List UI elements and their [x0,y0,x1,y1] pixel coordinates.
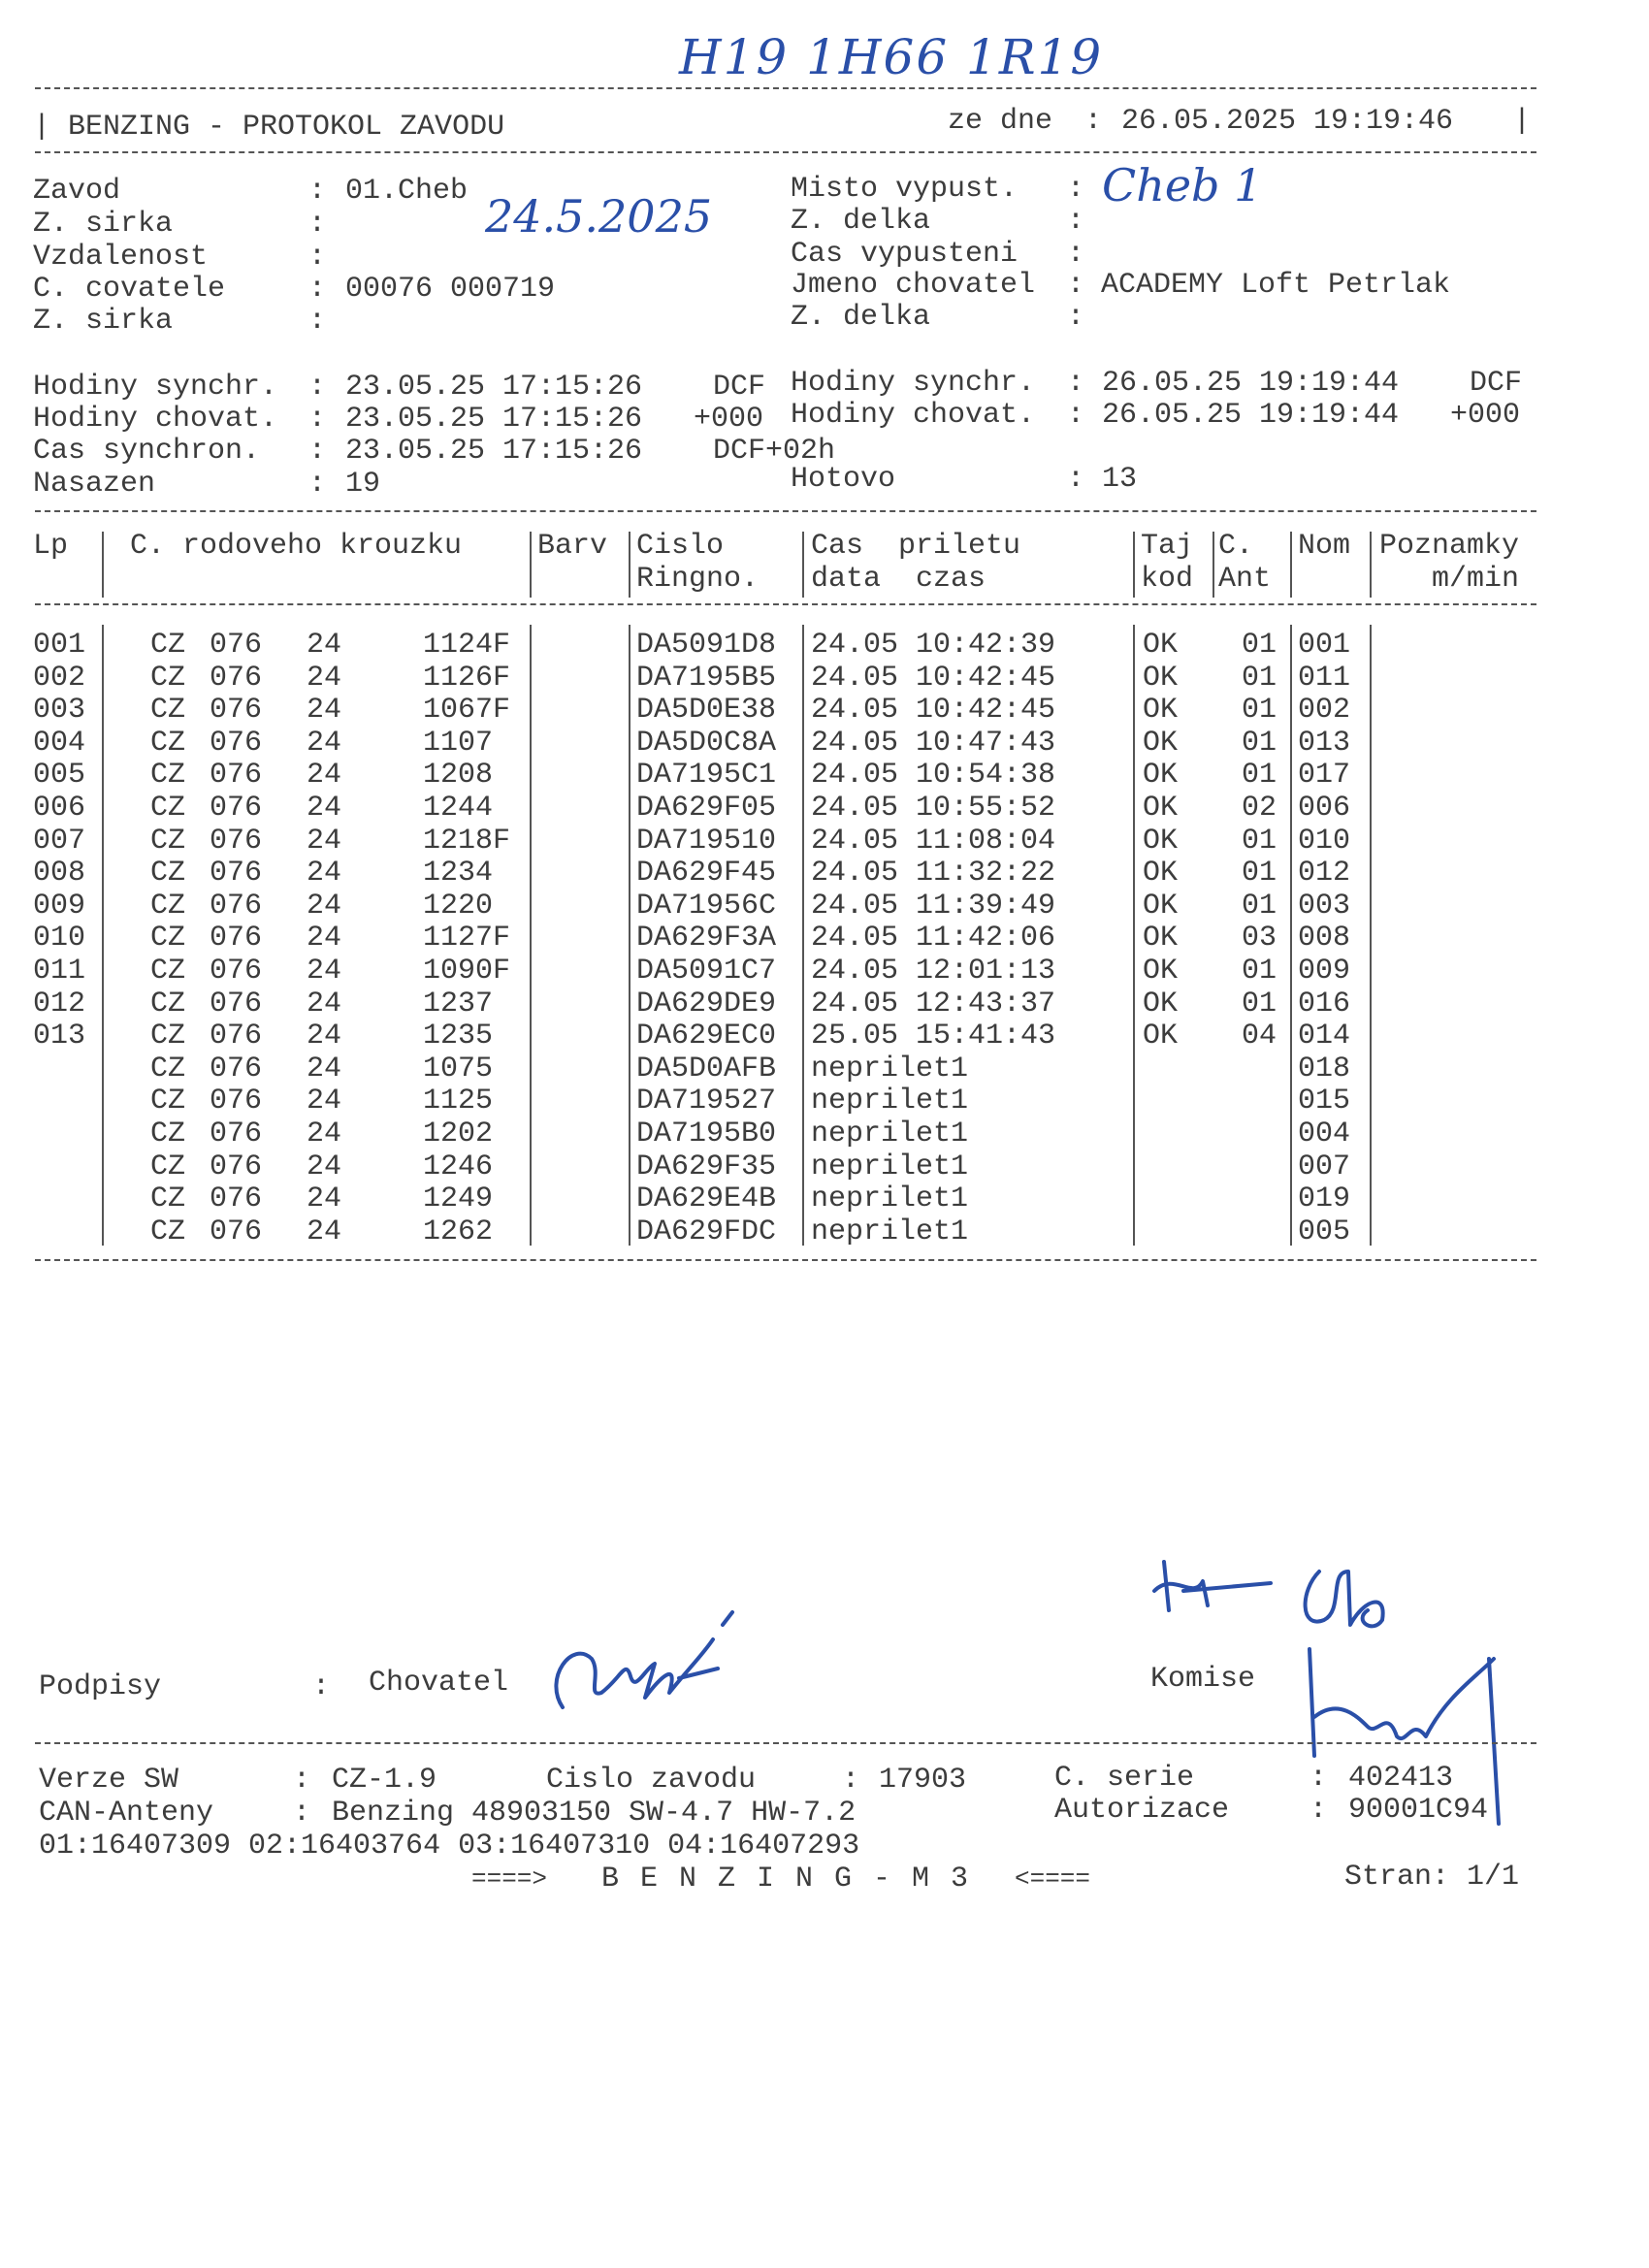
cell-nom: 014 [1298,1020,1351,1053]
col-header-barv: Barv [537,530,608,563]
cell-num: 1107 [423,726,494,760]
auth-colon: : [1310,1794,1328,1827]
cislo-colon: : [842,1764,860,1797]
cell-chip: DA5091C7 [636,955,777,988]
col-sep [1133,625,1135,1246]
cell-lp: 006 [33,792,86,825]
cell-code: 076 [210,922,263,956]
cell-cz: CZ [150,857,186,891]
cell-chip: DA71956C [636,889,777,923]
cell-taj: OK [1143,889,1179,923]
sync-label: Nasazen [33,468,156,501]
sync-colon: : [308,468,327,501]
cell-ant: 01 [1242,955,1277,988]
cell-taj: OK [1143,987,1179,1021]
auth-value: 90001C94 [1348,1794,1489,1827]
cell-chip: DA629DE9 [636,987,777,1021]
info-label: Misto vypust. [791,173,1018,206]
serie-colon: : [1310,1762,1328,1795]
breeder-label: Chovatel [369,1667,509,1700]
cell-cz: CZ [150,955,186,988]
cell-nom: 019 [1298,1183,1351,1216]
cell-ant: 01 [1242,759,1277,793]
cell-year: 24 [307,792,342,825]
cell-year: 24 [307,1020,342,1053]
cell-code: 076 [210,759,263,793]
col-sep [1290,532,1292,598]
cell-nom: 016 [1298,987,1351,1021]
info-colon: : [308,175,327,208]
cell-num: 1262 [423,1215,494,1248]
serie-label: C. serie [1054,1762,1195,1795]
cell-year: 24 [307,1118,342,1150]
cislo-label: Cislo zavodu [546,1764,757,1797]
cell-lp: 002 [33,661,86,695]
cell-lp: 003 [33,694,86,728]
table-bottom-rule [35,1259,1536,1261]
info-label: Z. delka [791,301,931,334]
cell-code: 076 [210,694,263,728]
verze-label: Verze SW [39,1764,179,1797]
col-header-time: Cas priletu data czas [811,530,1021,596]
antenna-list: 01:16407309 02:16403764 03:16407310 04:16407293 [39,1830,860,1863]
cell-chip: DA719527 [636,1085,777,1118]
cell-time: 24.05 10:47:43 [811,726,1056,760]
cell-time: neprilet1 [811,1052,969,1085]
cell-cz: CZ [150,922,186,956]
cell-ant: 01 [1242,824,1277,858]
col-header-ant: C. Ant [1218,530,1272,596]
cell-chip: DA629F35 [636,1150,777,1183]
sync-colon: : [1067,463,1085,496]
info-value: ACADEMY Loft Petrlak [1101,269,1451,302]
cell-year: 24 [307,759,342,793]
cell-cz: CZ [150,1020,186,1053]
info-value: 00076 000719 [345,273,556,306]
verze-value: CZ-1.9 [332,1764,437,1797]
breeder-signature [534,1601,747,1727]
cell-num: 1244 [423,792,494,825]
cell-taj: OK [1143,629,1179,662]
cell-ant: 01 [1242,726,1277,760]
cell-year: 24 [307,922,342,956]
cell-nom: 013 [1298,726,1351,760]
cell-cz: CZ [150,987,186,1021]
cell-nom: 015 [1298,1085,1351,1118]
sync-suffix: DCF [1470,367,1523,400]
cell-cz: CZ [150,792,186,825]
cell-code: 076 [210,1150,263,1183]
cell-chip: DA7195B0 [636,1118,777,1150]
cell-code: 076 [210,661,263,695]
cell-year: 24 [307,1183,342,1216]
header-top-rule [35,87,1536,89]
cell-chip: DA7195B5 [636,661,777,695]
cell-cz: CZ [150,661,186,695]
info-colon: : [308,305,327,338]
info-value: 01.Cheb [345,175,469,208]
cell-lp: 001 [33,629,86,662]
sync-value: 13 [1102,463,1138,496]
handwritten-place: Cheb 1 [1102,159,1263,211]
cell-taj: OK [1143,1020,1179,1053]
cell-time: 24.05 10:42:45 [811,661,1056,695]
cell-nom: 012 [1298,857,1351,891]
cell-nom: 002 [1298,694,1351,728]
cell-code: 076 [210,824,263,858]
cell-nom: 004 [1298,1118,1351,1150]
sync-label: Hotovo [791,463,896,496]
sync-colon: : [1067,399,1085,432]
cell-code: 076 [210,1118,263,1150]
cell-cz: CZ [150,1052,186,1085]
can-value: Benzing 48903150 SW-4.7 HW-7.2 [332,1797,857,1830]
commission-signature-1 [1145,1552,1280,1630]
cell-chip: DA5D0AFB [636,1052,777,1085]
banner-left: ====> [471,1864,548,1894]
page-info: Stran: 1/1 [1344,1861,1520,1894]
sync-label: Cas synchron. [33,435,261,468]
info-label: Jmeno chovatel [791,269,1036,302]
sync-colon: : [308,371,327,404]
info-colon: : [1067,205,1085,238]
cell-taj: OK [1143,857,1179,891]
col-header-lp: Lp [33,530,69,563]
cell-cz: CZ [150,1085,186,1118]
cell-ant: 04 [1242,1020,1277,1053]
col-sep [629,532,630,598]
cell-num: 1246 [423,1150,494,1183]
can-colon: : [293,1797,311,1830]
cell-year: 24 [307,955,342,988]
sync-label: Hodiny chovat. [33,403,278,436]
col-sep [629,625,630,1246]
sync-value: 26.05.25 19:19:44 [1102,367,1400,400]
col-sep [802,625,804,1246]
info-colon: : [308,208,327,241]
cell-code: 076 [210,1183,263,1216]
cell-taj: OK [1143,759,1179,793]
col-header-ring: C. rodoveho krouzku [130,530,463,563]
cell-lp: 004 [33,726,86,760]
info-colon: : [308,273,327,306]
cell-nom: 017 [1298,759,1351,793]
table-header-rule [35,603,1536,605]
col-sep [1370,532,1372,598]
cell-taj: OK [1143,792,1179,825]
signatures-colon: : [312,1670,331,1703]
info-label: Z. delka [791,205,931,238]
cell-num: 1067F [423,694,511,728]
can-label: CAN-Anteny [39,1797,214,1830]
cell-code: 076 [210,1215,263,1248]
cell-cz: CZ [150,1183,186,1216]
cell-num: 1220 [423,889,494,923]
sync-colon: : [308,435,327,468]
cell-code: 076 [210,987,263,1021]
cell-lp: 008 [33,857,86,891]
header-date-value: 26.05.2025 19:19:46 [1121,105,1454,138]
cell-chip: DA629F3A [636,922,777,956]
cell-chip: DA629F05 [636,792,777,825]
col-sep [1133,532,1135,598]
cell-year: 24 [307,889,342,923]
sync-suffix: +000 [694,403,764,436]
cell-num: 1075 [423,1052,494,1085]
cell-nom: 010 [1298,824,1351,858]
cell-chip: DA5091D8 [636,629,777,662]
banner-text: BENZING-M3 [601,1863,990,1895]
sync-value: 23.05.25 17:15:26 [345,403,643,436]
cell-code: 076 [210,792,263,825]
cell-lp: 005 [33,759,86,793]
verze-colon: : [293,1764,311,1797]
cell-num: 1126F [423,661,511,695]
col-sep [1370,625,1372,1246]
sync-label: Hodiny chovat. [791,399,1036,432]
header-left-bar: | [33,111,51,144]
cell-nom: 001 [1298,629,1351,662]
info-colon: : [308,241,327,274]
cell-time: 24.05 10:42:39 [811,629,1056,662]
info-colon: : [1067,238,1085,271]
cell-nom: 018 [1298,1052,1351,1085]
cell-cz: CZ [150,726,186,760]
handwritten-date: 24.5.2025 [485,190,713,243]
col-sep [1212,532,1214,598]
cell-num: 1127F [423,922,511,956]
cell-num: 1237 [423,987,494,1021]
cell-time: 24.05 10:55:52 [811,792,1056,825]
col-sep [802,532,804,598]
sync-colon: : [308,403,327,436]
cell-time: neprilet1 [811,1150,969,1183]
cell-lp: 011 [33,955,86,988]
cell-year: 24 [307,661,342,695]
cell-time: 24.05 11:08:04 [811,824,1056,858]
cell-cz: CZ [150,759,186,793]
col-header-nom: Nom [1298,530,1351,563]
info-label: Z. sirka [33,305,174,338]
cell-ant: 01 [1242,987,1277,1021]
info-label: Zavod [33,175,121,208]
col-sep [102,532,104,598]
cell-cz: CZ [150,629,186,662]
info-colon: : [1067,301,1085,334]
cell-cz: CZ [150,1118,186,1150]
header-date-label: ze dne [948,105,1053,138]
info-label: Cas vypusteni [791,238,1018,271]
cell-lp: 012 [33,987,86,1021]
cell-taj: OK [1143,955,1179,988]
cell-time: neprilet1 [811,1183,969,1216]
sync-colon: : [1067,367,1085,400]
banner-right: <==== [1015,1864,1091,1894]
commission-signature-2 [1280,1552,1397,1639]
cell-ant: 01 [1242,889,1277,923]
cell-code: 076 [210,1020,263,1053]
cell-code: 076 [210,889,263,923]
cell-nom: 006 [1298,792,1351,825]
col-sep [530,625,532,1246]
cell-lp: 007 [33,824,86,858]
cell-ant: 02 [1242,792,1277,825]
cell-time: 24.05 11:42:06 [811,922,1056,956]
cell-code: 076 [210,629,263,662]
cell-time: 24.05 11:32:22 [811,857,1056,891]
cell-chip: DA5D0E38 [636,694,777,728]
cell-nom: 009 [1298,955,1351,988]
cell-year: 24 [307,629,342,662]
cell-num: 1125 [423,1085,494,1118]
cell-ant: 01 [1242,661,1277,695]
cell-chip: DA629F45 [636,857,777,891]
cell-chip: DA629FDC [636,1215,777,1248]
cell-time: 24.05 10:42:45 [811,694,1056,728]
header-title: BENZING - PROTOKOL ZAVODU [68,111,505,144]
info-colon: : [1067,269,1085,302]
cell-year: 24 [307,726,342,760]
cell-year: 24 [307,857,342,891]
cell-nom: 008 [1298,922,1351,956]
cell-num: 1124F [423,629,511,662]
col-sep [1290,625,1292,1246]
cell-ant: 01 [1242,857,1277,891]
cell-taj: OK [1143,694,1179,728]
cell-num: 1090F [423,955,511,988]
info-label: Vzdalenost [33,241,209,274]
info-label: C. covatele [33,273,226,306]
header-right-bar: | [1513,105,1532,138]
info-colon: : [1067,173,1085,206]
auth-label: Autorizace [1054,1794,1230,1827]
cell-ant: 03 [1242,922,1277,956]
cell-taj: OK [1143,661,1179,695]
cell-code: 076 [210,1085,263,1118]
sync-label: Hodiny synchr. [791,367,1036,400]
cell-taj: OK [1143,726,1179,760]
commission-label: Komise [1150,1663,1256,1696]
cell-time: 24.05 10:54:38 [811,759,1056,793]
cell-cz: CZ [150,824,186,858]
cell-num: 1208 [423,759,494,793]
col-header-pozn: Poznamky m/min [1379,530,1520,596]
cell-time: neprilet1 [811,1085,969,1118]
cell-nom: 007 [1298,1150,1351,1183]
cislo-value: 17903 [879,1764,967,1797]
table-top-rule [35,510,1536,512]
cell-lp: 009 [33,889,86,923]
cell-taj: OK [1143,922,1179,956]
cell-ant: 01 [1242,629,1277,662]
cell-year: 24 [307,1150,342,1183]
cell-year: 24 [307,1085,342,1118]
cell-cz: CZ [150,1150,186,1183]
header-bottom-rule [35,151,1536,153]
cell-code: 076 [210,955,263,988]
cell-chip: DA629E4B [636,1183,777,1216]
cell-num: 1218F [423,824,511,858]
cell-num: 1235 [423,1020,494,1053]
sync-label: Hodiny synchr. [33,371,278,404]
cell-chip: DA7195C1 [636,759,777,793]
sync-value: 26.05.25 19:19:44 [1102,399,1400,432]
cell-time: 24.05 12:01:13 [811,955,1056,988]
cell-code: 076 [210,857,263,891]
col-sep [530,532,532,598]
cell-lp: 010 [33,922,86,956]
cell-year: 24 [307,1052,342,1085]
header-date-colon: : [1084,105,1103,138]
serie-value: 402413 [1348,1762,1454,1795]
footer-top-rule [35,1742,1536,1744]
cell-cz: CZ [150,889,186,923]
cell-num: 1249 [423,1183,494,1216]
sync-suffix: +000 [1450,399,1521,432]
cell-chip: DA5D0C8A [636,726,777,760]
cell-num: 1234 [423,857,494,891]
cell-nom: 005 [1298,1215,1351,1248]
cell-year: 24 [307,694,342,728]
cell-year: 24 [307,824,342,858]
info-label: Z. sirka [33,208,174,241]
cell-lp: 013 [33,1020,86,1053]
cell-year: 24 [307,1215,342,1248]
col-header-ringno: Cislo Ringno. [636,530,760,596]
cell-code: 076 [210,726,263,760]
cell-time: 25.05 15:41:43 [811,1020,1056,1053]
cell-cz: CZ [150,694,186,728]
cell-time: neprilet1 [811,1118,969,1150]
col-sep [102,625,104,1246]
sync-value: 19 [345,468,381,501]
sync-value: 23.05.25 17:15:26 [345,435,643,468]
signatures-label: Podpisy [39,1670,162,1703]
cell-year: 24 [307,987,342,1021]
cell-taj: OK [1143,824,1179,858]
sync-suffix: DCF [713,371,766,404]
sync-value: 23.05.25 17:15:26 [345,371,643,404]
cell-nom: 011 [1298,661,1351,695]
cell-time: 24.05 12:43:37 [811,987,1056,1021]
handwritten-top-note: H19 1H66 1R19 [679,29,1104,85]
cell-code: 076 [210,1052,263,1085]
cell-time: 24.05 11:39:49 [811,889,1056,923]
sync-suffix: DCF+02h [713,435,836,468]
cell-time: neprilet1 [811,1215,969,1248]
col-header-taj: Taj kod [1141,530,1194,596]
cell-nom: 003 [1298,889,1351,923]
cell-num: 1202 [423,1118,494,1150]
cell-cz: CZ [150,1215,186,1248]
cell-chip: DA629EC0 [636,1020,777,1053]
cell-chip: DA719510 [636,824,777,858]
cell-ant: 01 [1242,694,1277,728]
